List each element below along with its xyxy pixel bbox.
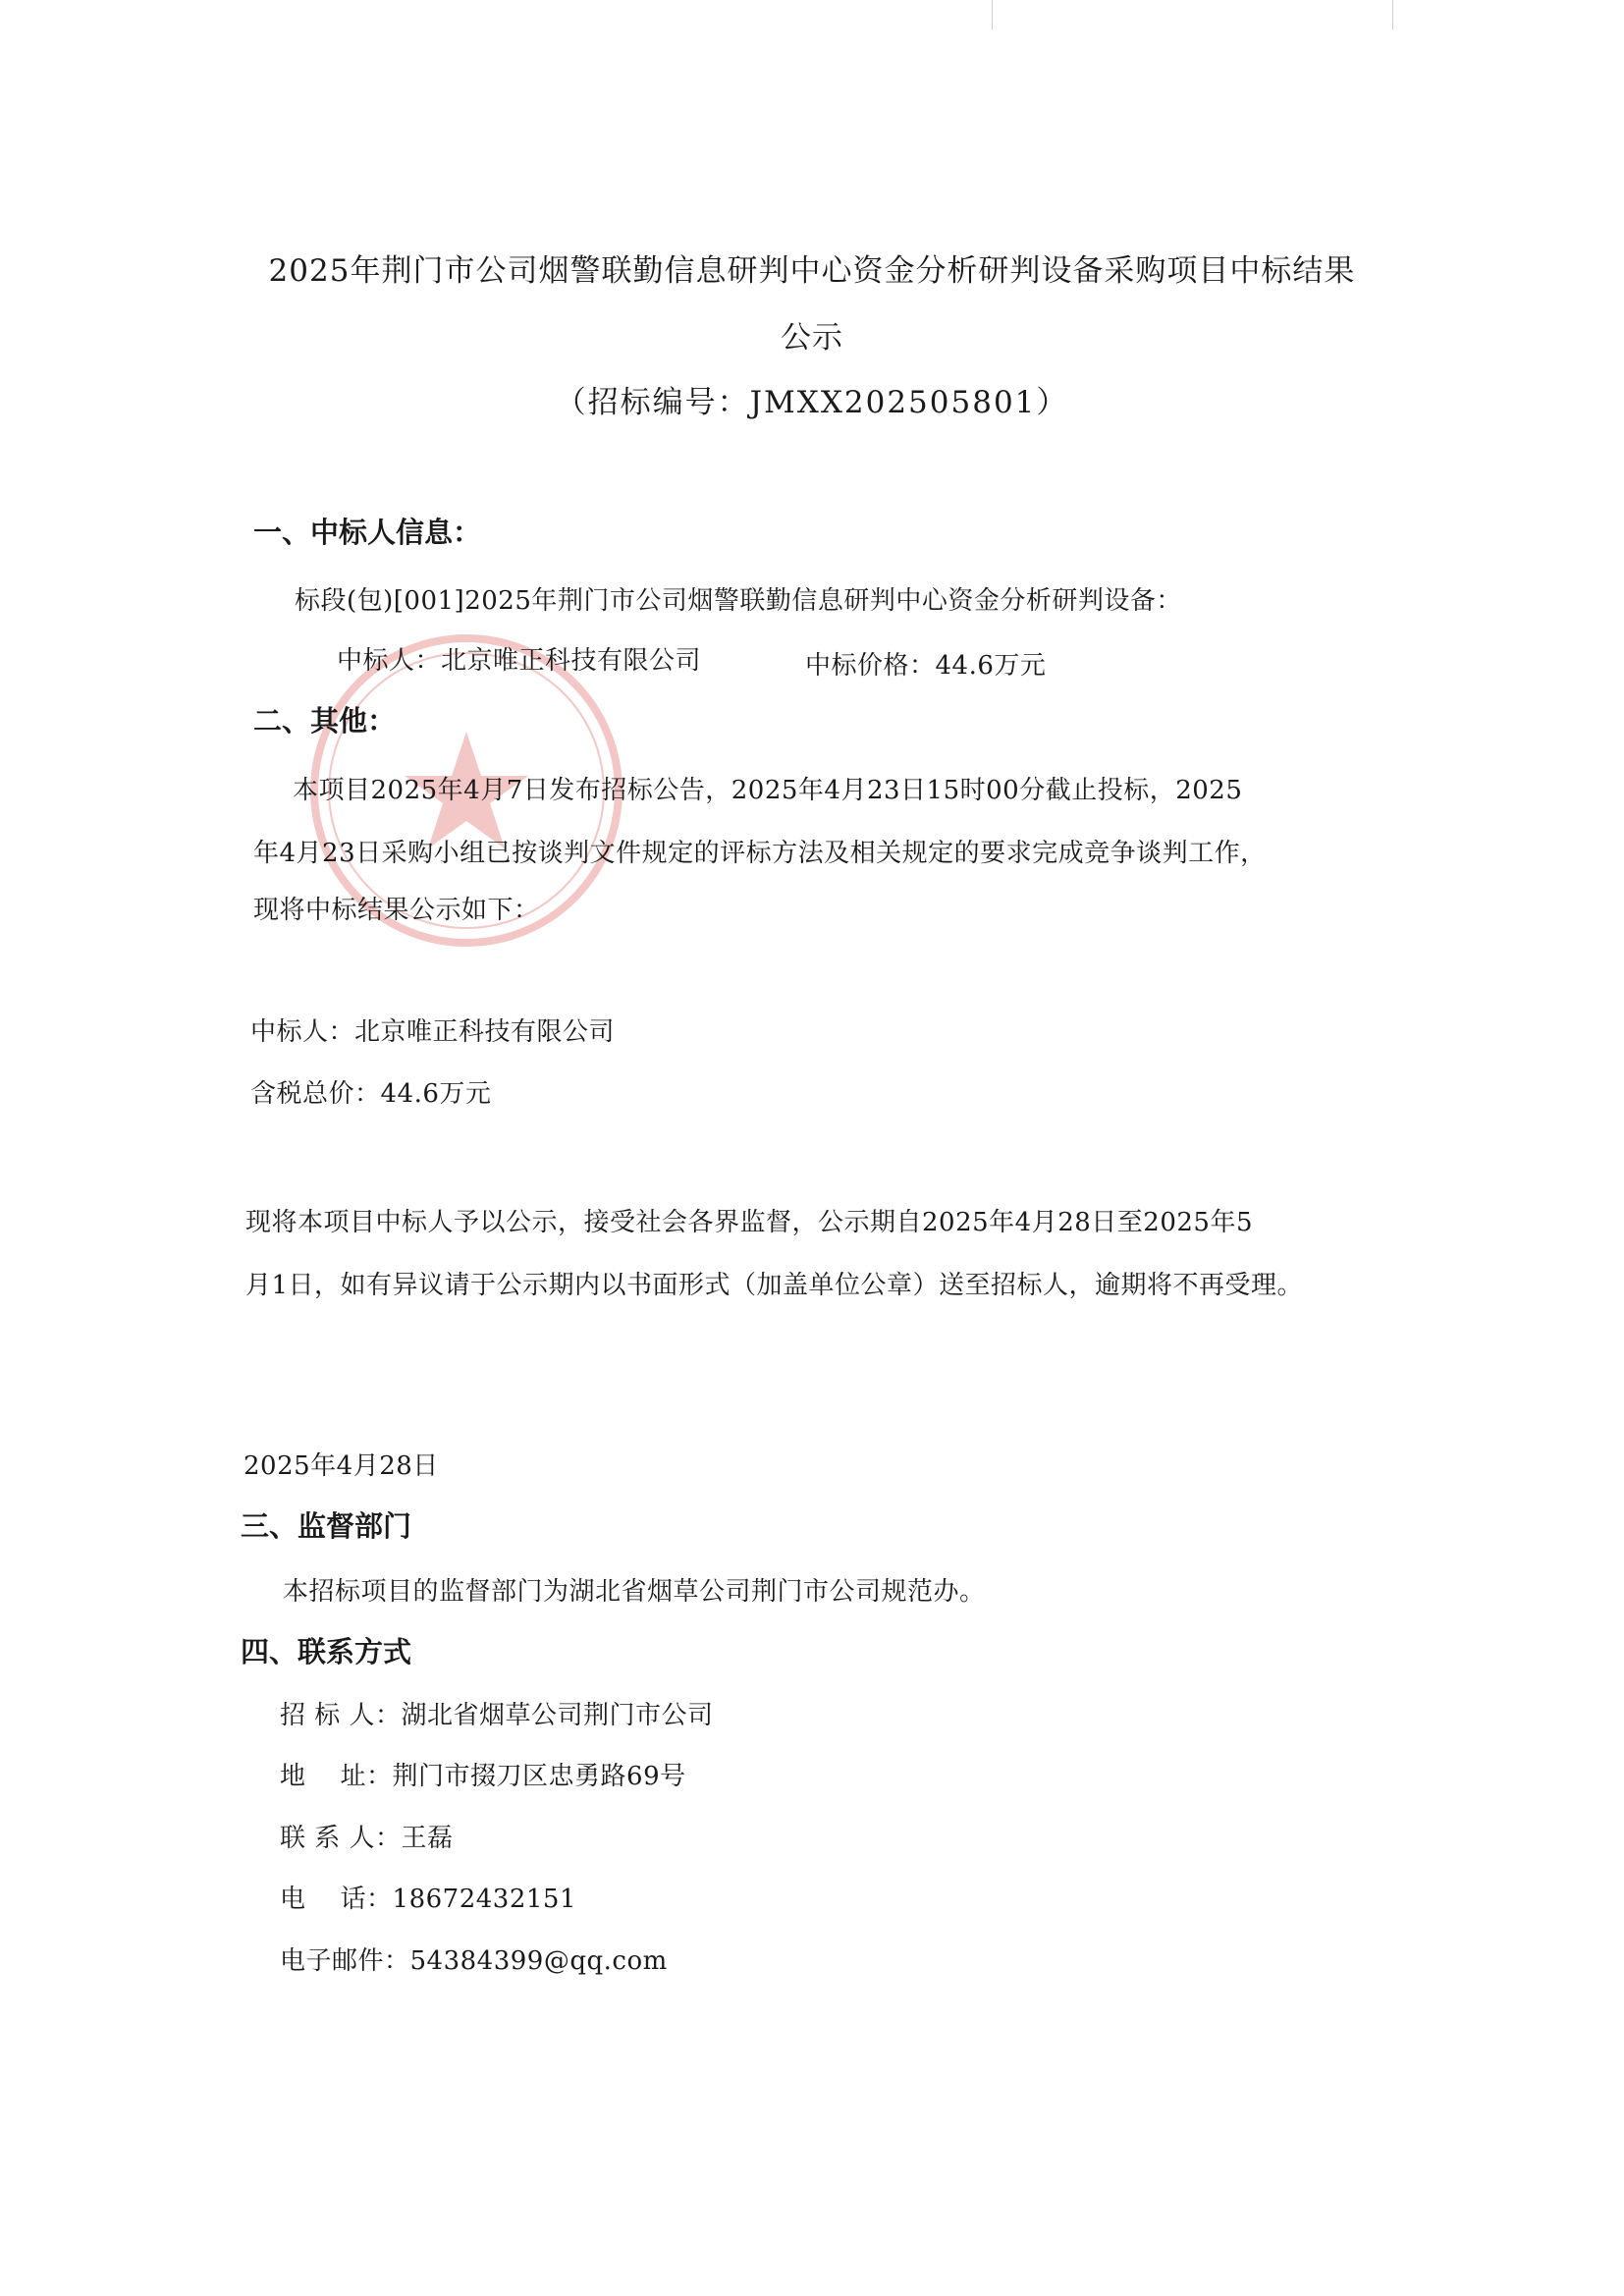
total-price-summary: 含税总价：44.6万元 xyxy=(250,1079,492,1109)
tender-number: （招标编号：JMXX202505801） xyxy=(555,385,1069,420)
section-heading-other: 二、其他： xyxy=(253,704,397,738)
contact-tenderer: 招 标 人：湖北省烟草公司荆门市公司 xyxy=(280,1701,714,1730)
contact-address: 地 址：荆门市掇刀区忠勇路69号 xyxy=(280,1762,686,1791)
publicity-paragraph-line: 现将本项目中标人予以公示，接受社会各界监督，公示期自2025年4月28日至2025年5 xyxy=(245,1208,1254,1237)
winner-summary: 中标人：北京唯正科技有限公司 xyxy=(250,1017,616,1047)
contact-email: 电子邮件：54384399@qq.com xyxy=(280,1946,668,1976)
contact-phone: 电 话：18672432151 xyxy=(280,1885,577,1914)
lot-description: 标段(包)[001]2025年荆门市公司烟警联勤信息研判中心资金分析研判设备： xyxy=(295,586,1182,616)
section-heading-winner-info: 一、中标人信息： xyxy=(253,516,482,549)
publicity-paragraph-line: 月1日，如有异议请于公示期内以书面形式（加盖单位公章）送至招标人，逾期将不再受理。 xyxy=(245,1271,1304,1300)
scan-edge-mark xyxy=(992,0,993,29)
document-title: 2025年荆门市公司烟警联勤信息研判中心资金分析研判设备采购项目中标结果 xyxy=(268,253,1356,289)
contact-person: 联 系 人：王磊 xyxy=(280,1824,454,1853)
winning-price: 中标价格：44.6万元 xyxy=(805,651,1047,681)
section-heading-contact: 四、联系方式 xyxy=(241,1635,412,1668)
supervision-department: 本招标项目的监督部门为湖北省烟草公司荆门市公司规范办。 xyxy=(283,1577,986,1607)
section-heading-supervision: 三、监督部门 xyxy=(241,1509,412,1543)
announcement-paragraph-line: 本项目2025年4月7日发布招标公告，2025年4月23日15时00分截止投标，2025 xyxy=(293,776,1243,805)
winner-name: 中标人：北京唯正科技有限公司 xyxy=(337,646,702,676)
announcement-date: 2025年4月28日 xyxy=(244,1451,439,1481)
document-title-continued: 公示 xyxy=(781,320,843,355)
scan-edge-mark xyxy=(1392,0,1393,29)
announcement-paragraph-line: 现将中标结果公示如下： xyxy=(253,896,540,925)
announcement-paragraph-line: 年4月23日采购小组已按谈判文件规定的评标方法及相关规定的要求完成竞争谈判工作， xyxy=(253,839,1267,868)
